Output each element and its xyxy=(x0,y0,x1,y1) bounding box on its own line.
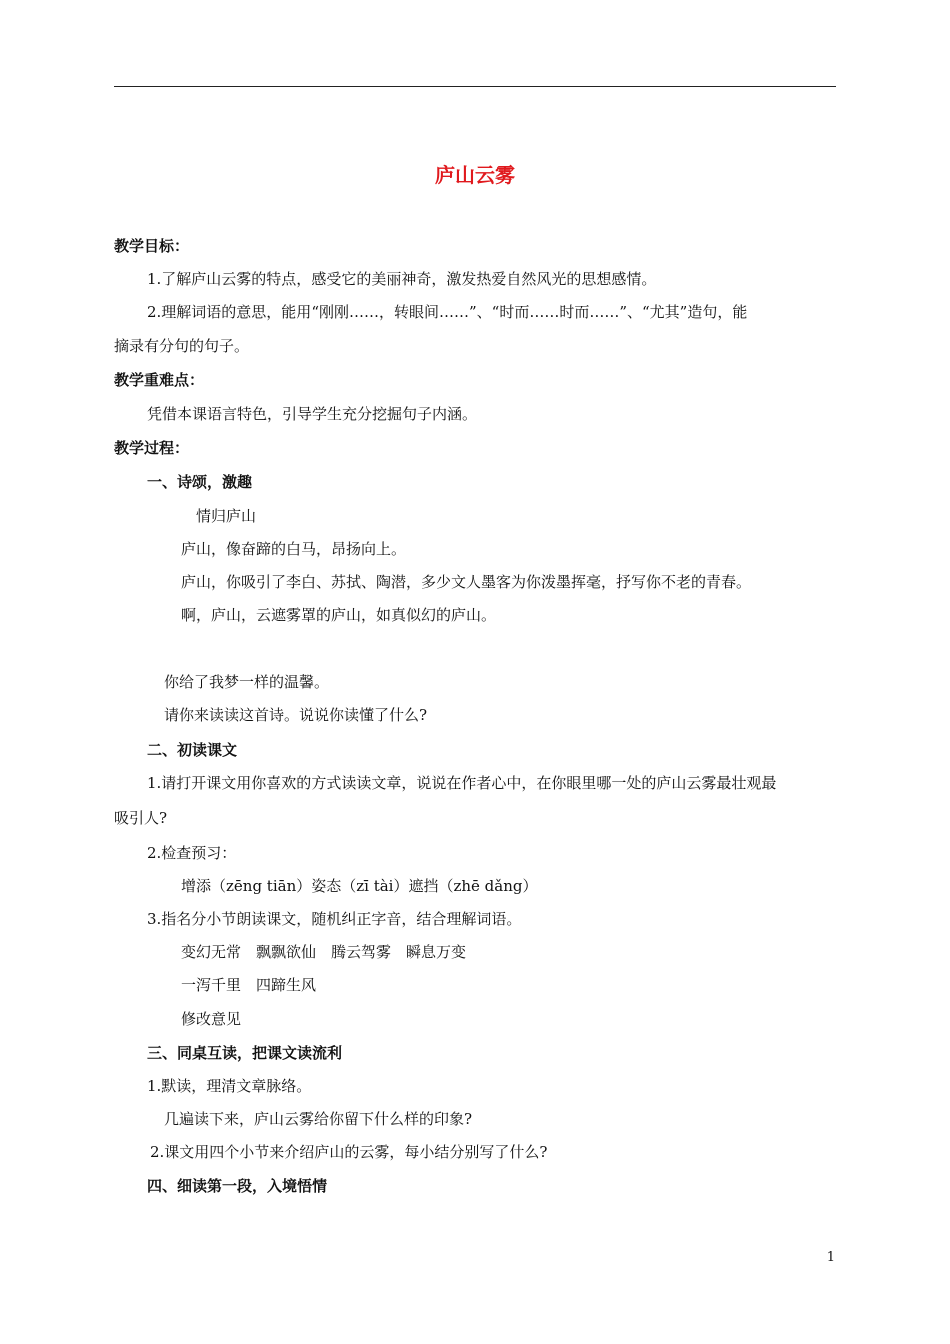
header-rule xyxy=(114,86,836,87)
heading-teaching-goals: 教学目标： xyxy=(114,237,190,255)
section-3-item-1: 1.默读，理清文章脉络。 xyxy=(147,1077,312,1095)
section-4-title: 四、细读第一段，入境悟情 xyxy=(147,1177,328,1195)
document-title: 庐山云雾 xyxy=(435,163,515,187)
poem-title: 情归庐山 xyxy=(196,507,257,525)
section-2-item-2: 2.检查预习： xyxy=(147,844,237,862)
section-1-title: 一、诗颂，激趣 xyxy=(147,473,253,491)
poem-line-4: 你给了我梦一样的温馨。 xyxy=(164,673,330,691)
vocabulary-row-1: 变幻无常 飘飘欲仙 腾云驾雾 瞬息万变 xyxy=(181,943,467,961)
section-2-item-1: 1.请打开课文用你喜欢的方式读读文章，说说在作者心中，在你眼里哪一处的庐山云雾最壮观最 xyxy=(147,774,777,792)
section-2-item-3: 3.指名分小节朗读课文，随机纠正字音，结合理解词语。 xyxy=(147,910,522,928)
heading-key-difficulties: 教学重难点： xyxy=(114,371,205,389)
section-2-title: 二、初读课文 xyxy=(147,741,238,759)
poem-line-2: 庐山，你吸引了李白、苏拭、陶潜，多少文人墨客为你泼墨挥毫，抒写你不老的青春。 xyxy=(181,573,752,591)
section-3-title: 三、同桌互读，把课文读流利 xyxy=(147,1044,343,1062)
page-number: 1 xyxy=(826,1250,835,1265)
vocabulary-row-3: 修改意见 xyxy=(181,1010,242,1028)
section-3-question: 几遍读下来，庐山云雾给你留下什么样的印象? xyxy=(164,1110,473,1128)
section-2-item-1-continued: 吸引人? xyxy=(114,809,168,827)
section-3-item-2: 2.课文用四个小节来介绍庐山的云雾，每小结分别写了什么? xyxy=(150,1143,548,1161)
heading-teaching-process: 教学过程： xyxy=(114,439,190,457)
pinyin-words: 增添（zēng tiān）姿态（zī tài）遮挡（zhē dǎng） xyxy=(181,877,538,895)
poem-line-1: 庐山，像奋蹄的白马，昂扬向上。 xyxy=(181,540,407,558)
goal-item-2: 2.理解词语的意思，能用“刚刚……，转眼间……”、“时而……时而……”、“尤其”造句，能 xyxy=(147,303,748,321)
poem-line-3: 啊，庐山，云遮雾罩的庐山，如真似幻的庐山。 xyxy=(181,606,497,624)
vocabulary-row-2: 一泻千里 四蹄生风 xyxy=(181,976,317,994)
goal-item-2-continued: 摘录有分句的句子。 xyxy=(114,337,250,355)
goal-item-1: 1.了解庐山云雾的特点，感受它的美丽神奇，激发热爱自然风光的思想感情。 xyxy=(147,270,657,288)
difficulty-text: 凭借本课语言特色，引导学生充分挖掘句子内涵。 xyxy=(147,405,478,423)
poem-question: 请你来读读这首诗。说说你读懂了什么? xyxy=(164,706,428,724)
